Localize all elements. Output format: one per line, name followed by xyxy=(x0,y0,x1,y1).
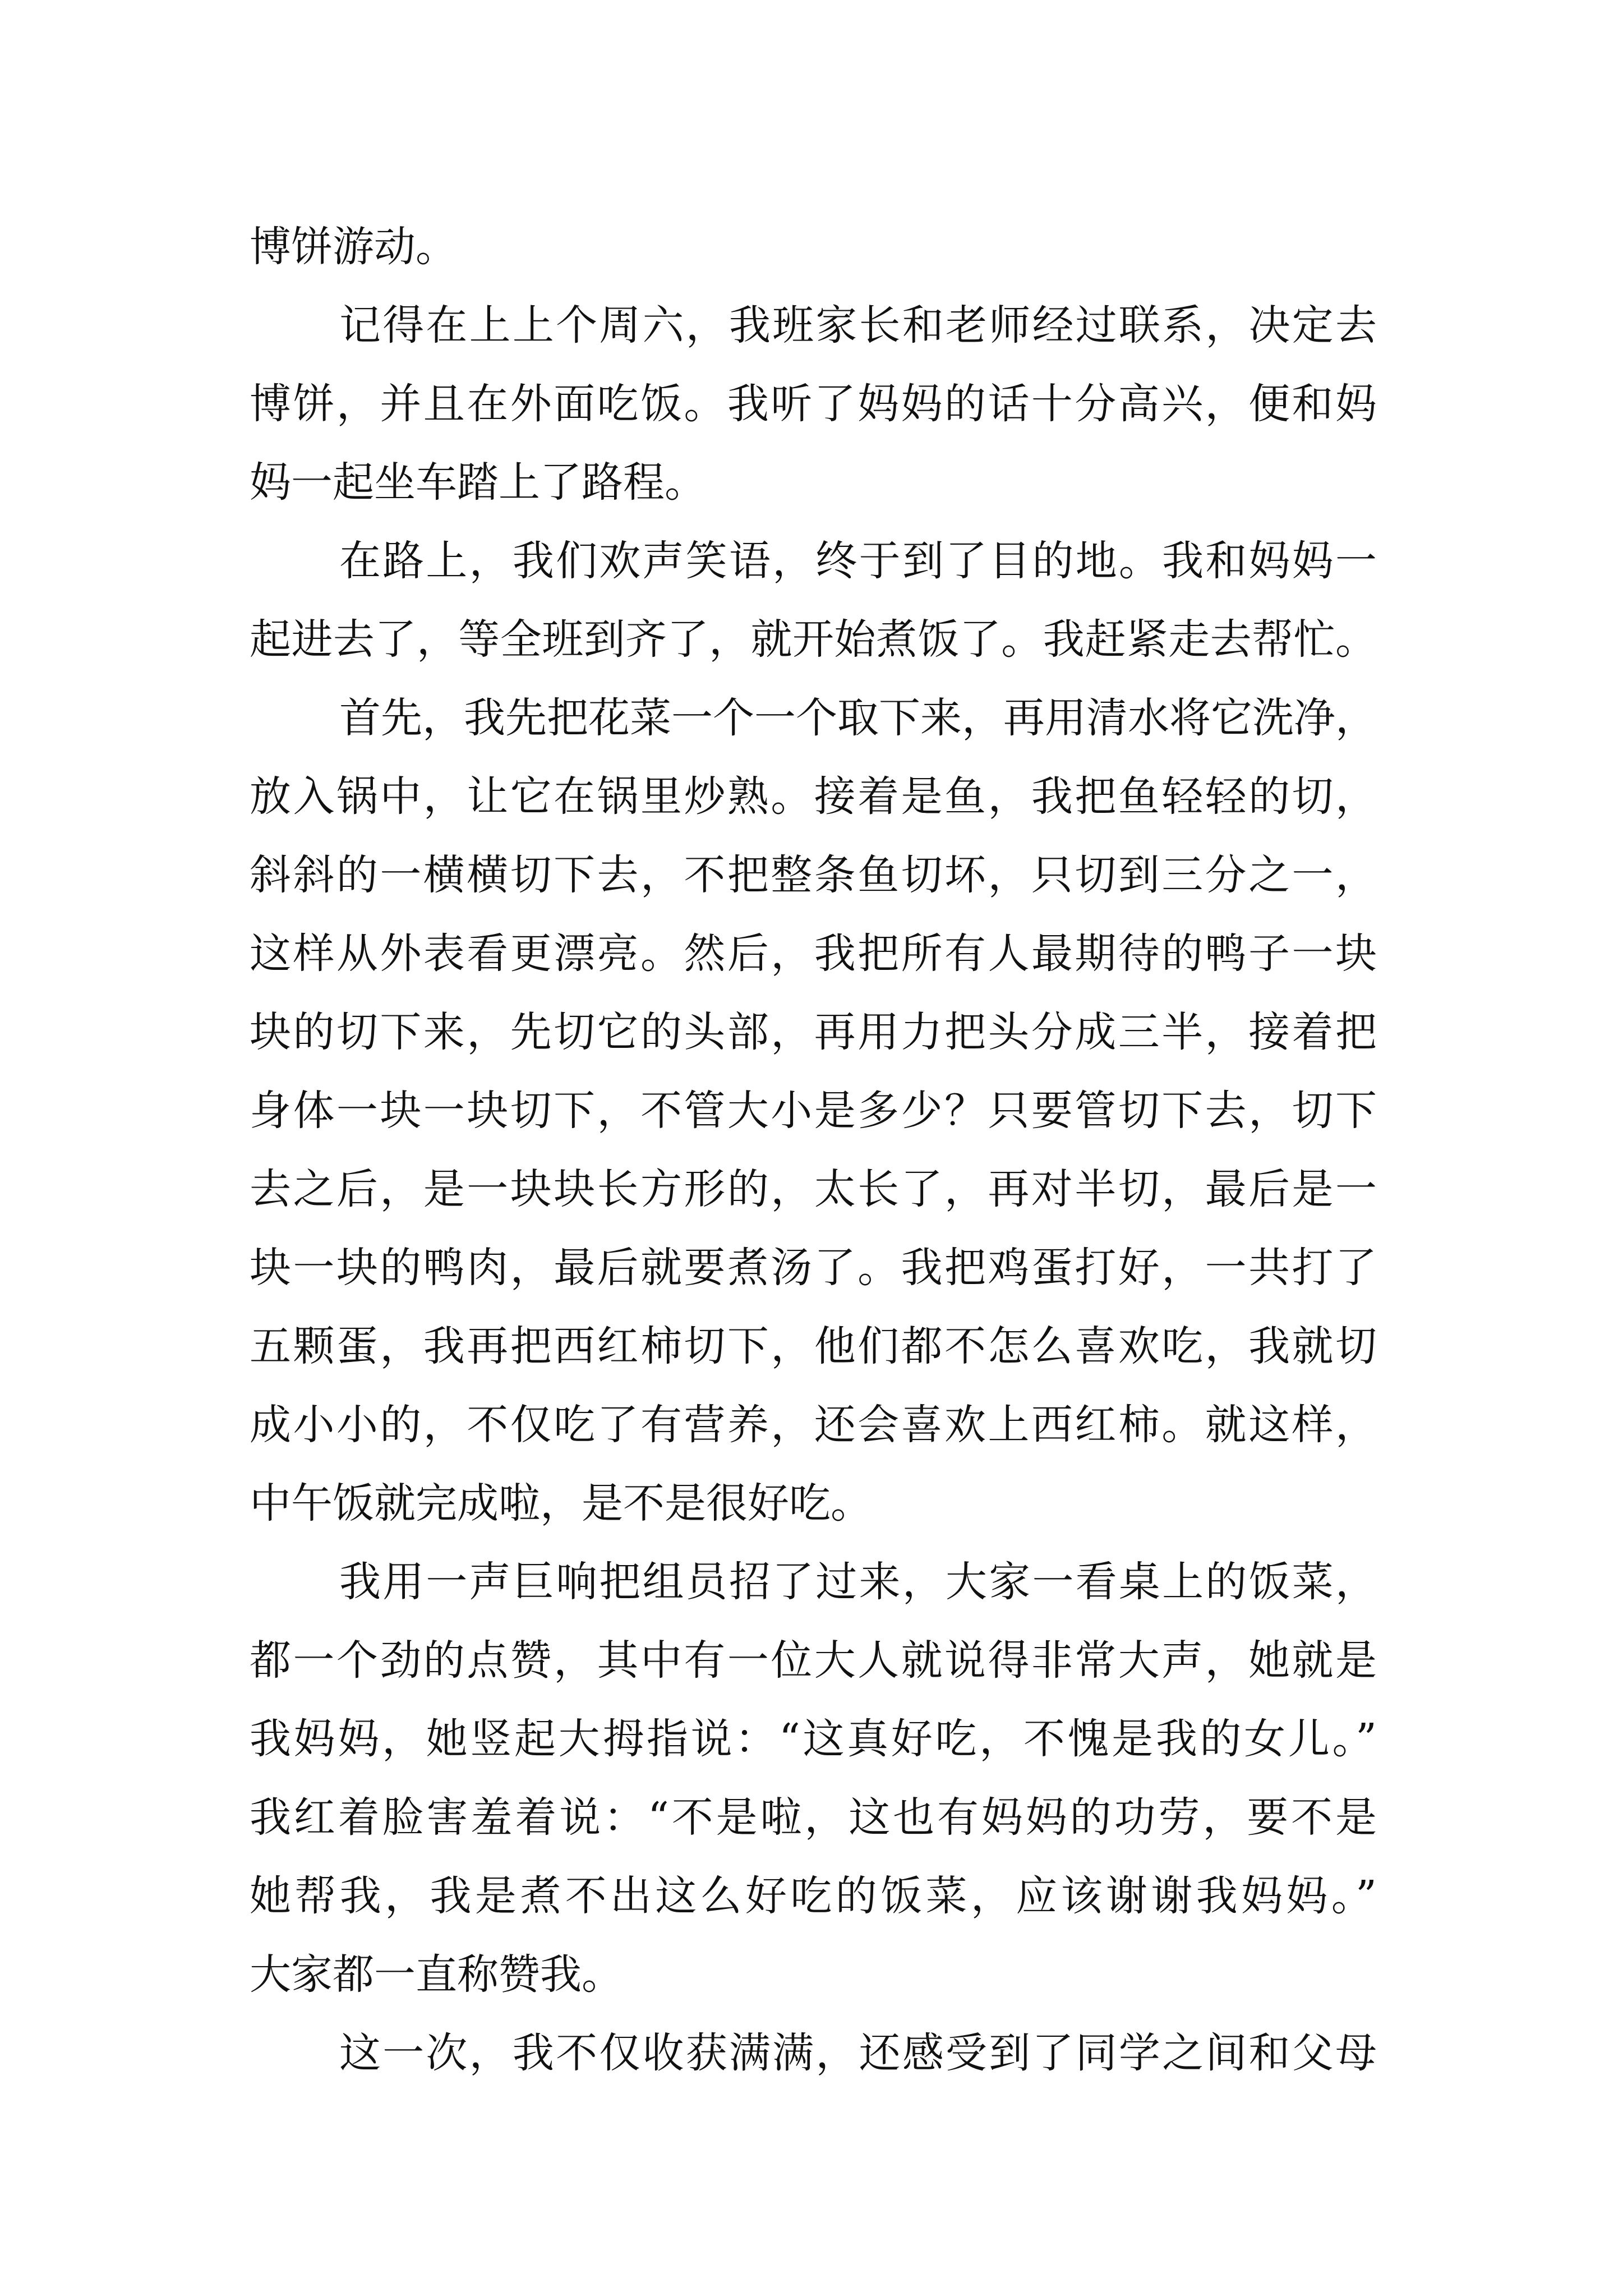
paragraph-start-line: 这一次，我不仅收获满满，还感受到了同学之间和父母 xyxy=(339,2029,1377,2077)
text-line: 妈一起坐车踏上了路程。 xyxy=(250,458,706,507)
text-line: 五颗蛋，我再把西红柿切下，他们都不怎么喜欢吃，我就切 xyxy=(250,1322,1377,1370)
text-line: 博饼游动。 xyxy=(250,223,457,271)
text-line: 中午饭就完成啦，是不是很好吃。 xyxy=(250,1479,872,1527)
text-line: 放入锅中，让它在锅里炒熟。接着是鱼，我把鱼轻轻的切， xyxy=(250,772,1377,821)
text-line: 我妈妈，她竖起大拇指说：“这真好吃，不愧是我的女儿。” xyxy=(250,1715,1377,1763)
text-line: 成小小的，不仅吃了有营养，还会喜欢上西红柿。就这样， xyxy=(250,1401,1377,1449)
paragraph-start-line: 首先，我先把花菜一个一个取下来，再用清水将它洗净， xyxy=(339,694,1377,742)
text-line: 我红着脸害羞着说：“不是啦，这也有妈妈的功劳，要不是 xyxy=(250,1793,1377,1842)
essay-text xyxy=(250,208,1377,2092)
text-line: 大家都一直称赞我。 xyxy=(250,1950,623,1999)
text-line: 都一个劲的点赞，其中有一位大人就说得非常大声，她就是 xyxy=(250,1636,1377,1685)
text-line: 斜斜的一横横切下去，不把整条鱼切坏，只切到三分之一， xyxy=(250,851,1377,899)
text-line: 去之后，是一块块长方形的，太长了，再对半切，最后是一 xyxy=(250,1165,1377,1213)
paragraph-start-line: 记得在上上个周六，我班家长和老师经过联系，决定去 xyxy=(339,301,1377,349)
paragraph-start-line: 我用一声巨响把组员招了过来，大家一看桌上的饭菜， xyxy=(339,1558,1377,1606)
text-line: 块的切下来，先切它的头部，再用力把头分成三半，接着把 xyxy=(250,1008,1377,1056)
text-line: 块一块的鸭肉，最后就要煮汤了。我把鸡蛋打好，一共打了 xyxy=(250,1244,1377,1292)
text-line: 起进去了，等全班到齐了，就开始煮饭了。我赶紧走去帮忙。 xyxy=(250,615,1377,664)
text-line: 这样从外表看更漂亮。然后，我把所有人最期待的鸭子一块 xyxy=(250,930,1377,978)
text-line: 身体一块一块切下，不管大小是多少？只要管切下去，切下 xyxy=(250,1087,1377,1135)
paragraph-start-line: 在路上，我们欢声笑语，终于到了目的地。我和妈妈一 xyxy=(339,537,1377,585)
text-line: 博饼，并且在外面吃饭。我听了妈妈的话十分高兴，便和妈 xyxy=(250,380,1377,428)
text-line: 她帮我，我是煮不出这么好吃的饭菜，应该谢谢我妈妈。” xyxy=(250,1872,1377,1920)
